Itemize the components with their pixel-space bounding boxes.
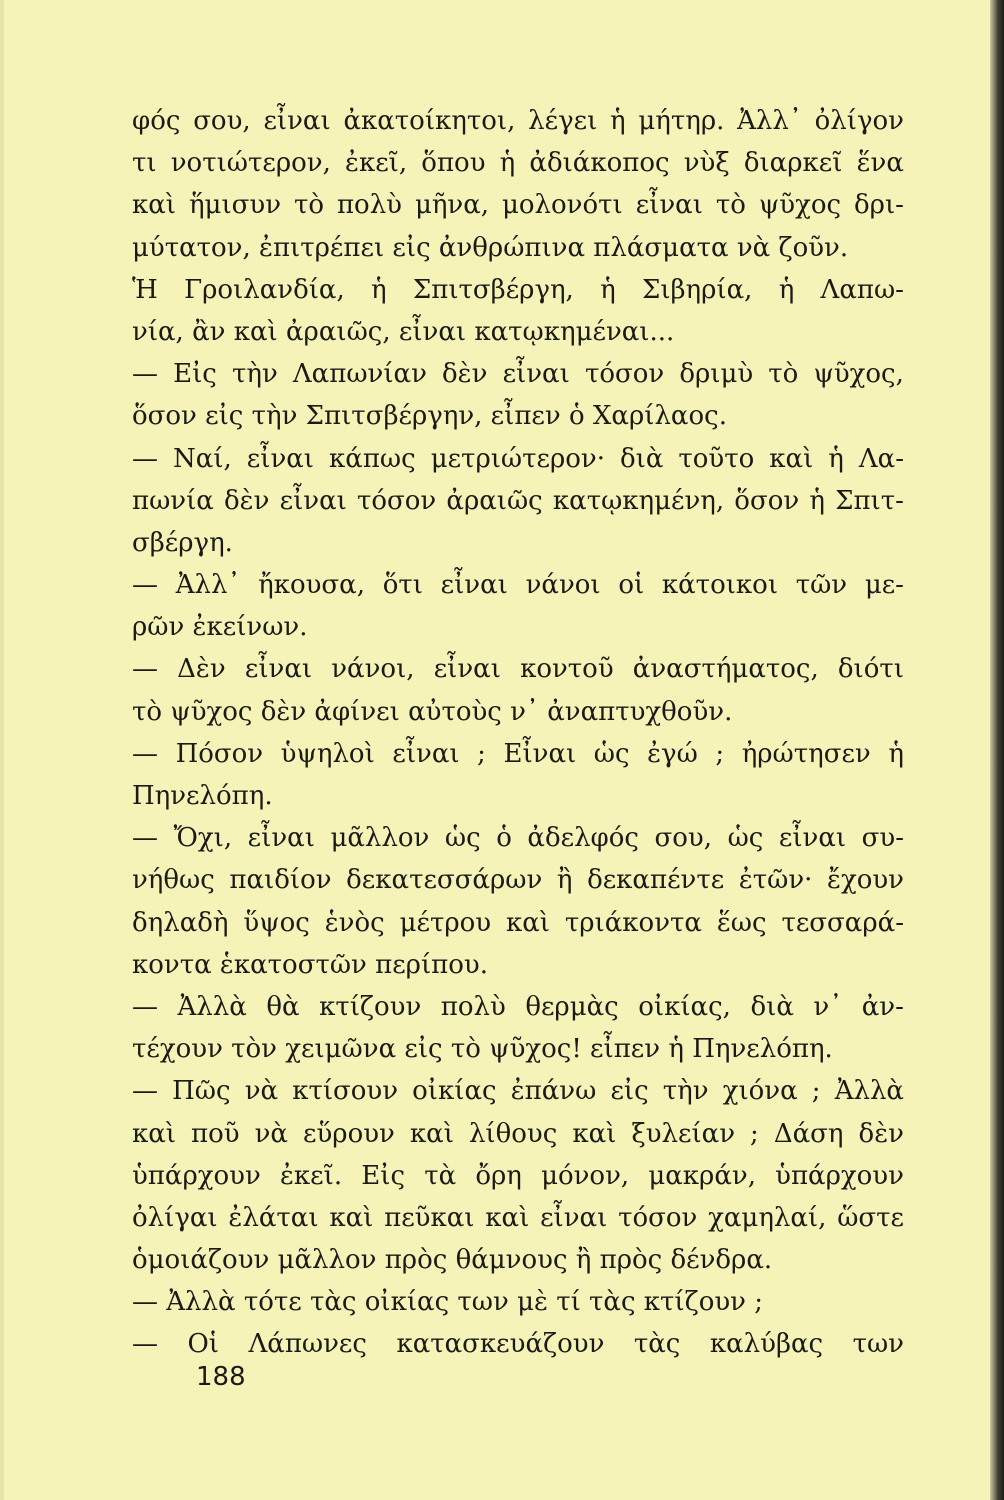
- text-line: καὶ ἥμισυν τὸ πολὺ μῆνα, μολονότι εἶναι τὸ ψῦχος δρι-: [132, 190, 904, 221]
- text-line: δηλαδὴ ὕψος ἑνὸς μέτρου καὶ τριάκοντα ἕως τεσσαρά-: [132, 907, 904, 938]
- text-line: Πηνελόπη.: [132, 781, 273, 811]
- text-line: — Ναί, εἶναι κάπως μετριώτερον· διὰ τοῦτο καὶ ἡ Λα-: [132, 443, 904, 474]
- text-line: μύτατον, ἐπιτρέπει εἰς ἀνθρώπινα πλάσματα νὰ ζοῦν.: [132, 232, 849, 263]
- text-line: Ἡ Γροιλανδία, ἡ Σπιτσβέργη, ἡ Σιβηρία, ἡ Λαπω-: [132, 274, 904, 305]
- text-line: τι νοτιώτερον, ἐκεῖ, ὅπου ἡ ἀδιάκοπος νὺξ διαρκεῖ ἕνα: [132, 148, 904, 179]
- text-line: σβέργη.: [132, 527, 233, 558]
- text-line: κοντα ἑκατοστῶν περίπου.: [132, 949, 488, 980]
- page-left-edge: [0, 0, 4, 1500]
- text-line: νία, ἂν καὶ ἀραιῶς, εἶναι κατῳκημέναι...: [132, 316, 675, 347]
- text-line: — Ὄχι, εἶναι μᾶλλον ὡς ὁ ἀδελφός σου, ὡς εἶναι συ-: [132, 823, 904, 854]
- text-line: ρῶν ἐκείνων.: [132, 612, 308, 643]
- text-line: — Πῶς νὰ κτίσουν οἰκίας ἐπάνω εἰς τὴν χιόνα ; Ἀλλὰ: [132, 1076, 904, 1107]
- text-line: τὸ ψῦχος δὲν ἀφίνει αὐτοὺς ν᾽ ἀναπτυχθοῦν.: [132, 696, 733, 727]
- text-line: — Πόσον ὑψηλοὶ εἶναι ; Εἶναι ὡς ἐγώ ; ἠρώτησεν ἡ: [132, 738, 904, 769]
- text-line: — Δὲν εἶναι νάνοι, εἶναι κοντοῦ ἀναστήματος, διότι: [132, 654, 904, 685]
- book-spine-shadow: [990, 0, 1004, 1500]
- text-line: — Ἀλλὰ τότε τὰς οἰκίας των μὲ τί τὰς κτίζουν ;: [132, 1287, 764, 1318]
- text-line: — Εἰς τὴν Λαπωνίαν δὲν εἶναι τόσον δριμὺ τὸ ψῦχος,: [132, 359, 904, 390]
- text-line: φός σου, εἶναι ἀκατοίκητοι, λέγει ἡ μήτηρ. Ἀλλ᾽ ὀλίγον: [132, 106, 904, 136]
- text-line: καὶ ποῦ νὰ εὕρουν καὶ λίθους καὶ ξυλείαν ; Δάση δὲν: [132, 1118, 904, 1149]
- text-line: τέχουν τὸν χειμῶνα εἰς τὸ ψῦχος! εἶπεν ἡ Πηνελόπη.: [132, 1034, 833, 1065]
- page-number: 188: [196, 1362, 246, 1392]
- text-line: πωνία δὲν εἶναι τόσον ἀραιῶς κατῳκημένη, ὅσον ἡ Σπιτ-: [132, 485, 904, 516]
- text-line: νήθως παιδίον δεκατεσσάρων ἢ δεκαπέντε ἐτῶν· ἔχουν: [132, 865, 904, 896]
- text-line: ὑπάρχουν ἐκεῖ. Εἰς τὰ ὄρη μόνον, μακράν, ὑπάρχουν: [132, 1160, 904, 1191]
- text-line: ὁμοιάζουν μᾶλλον πρὸς θάμνους ἢ πρὸς δένδρα.: [132, 1245, 773, 1276]
- text-line: — Ἀλλὰ θὰ κτίζουν πολὺ θερμὰς οἰκίας, διὰ ν᾽ ἀν-: [132, 991, 904, 1022]
- text-line: — Οἱ Λάπωνες κατασκευάζουν τὰς καλύβας των: [132, 1329, 904, 1360]
- page-text-block: [132, 100, 904, 1366]
- text-line: ὀλίγαι ἐλάται καὶ πεῦκαι καὶ εἶναι τόσον χαμηλαί, ὥστε: [132, 1202, 904, 1233]
- text-line: — Ἀλλ᾽ ἤκουσα, ὅτι εἶναι νάνοι οἱ κάτοικοι τῶν με-: [132, 570, 904, 601]
- text-line: ὅσον εἰς τὴν Σπιτσβέργην, εἶπεν ὁ Χαρίλαος.: [132, 401, 727, 432]
